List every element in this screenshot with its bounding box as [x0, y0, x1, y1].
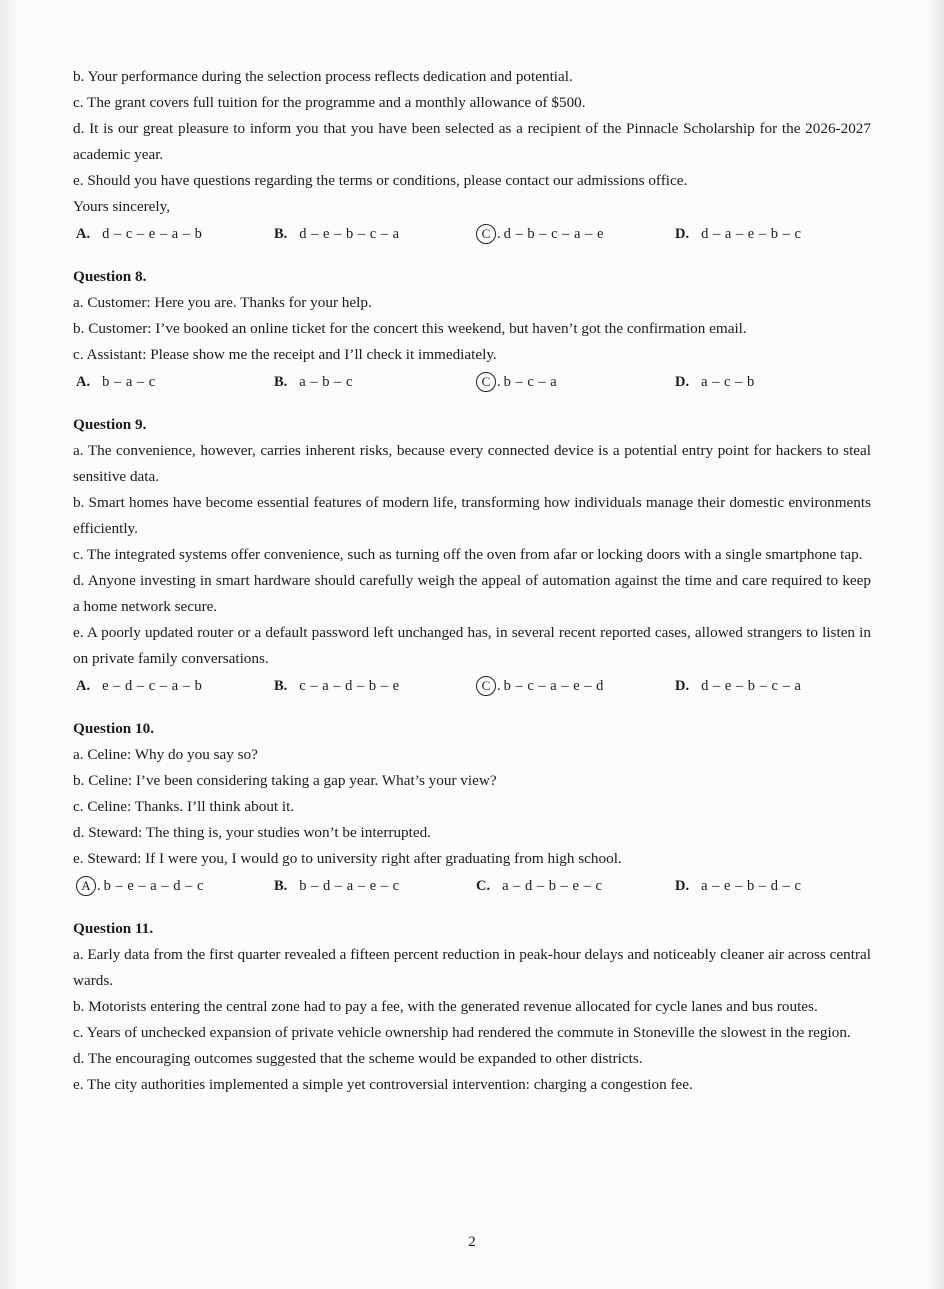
q7-options	[73, 221, 871, 247]
document-content	[73, 64, 871, 1098]
question-line: b. Motorists entering the central zone had to pay a fee, with the generated revenue allocated for cycle lanes and bus routes.	[73, 998, 818, 1015]
question-line: b. Smart homes have become essential features of modern life, transforming how individuals manage their domestic environments efficiently.	[73, 494, 871, 537]
question-line: c. Assistant: Please show me the receipt and I’ll check it immediately.	[73, 346, 497, 363]
q9-option-c-circled[interactable]: C . b – c – a – e – d	[476, 673, 604, 699]
question-title: Question 11.	[73, 920, 154, 937]
q7-option-b[interactable]: B. d – e – b – c – a	[274, 226, 400, 242]
q9-option-b[interactable]: B. c – a – d – b – e	[274, 678, 400, 694]
question-title: Question 9.	[73, 416, 147, 433]
answer-circle-icon: C	[476, 676, 496, 696]
question-line: a. Early data from the first quarter revealed a fifteen percent reduction in peak-hour delays and noticeably cleaner air across central wards.	[73, 946, 871, 989]
q10-option-c[interactable]: C. a – d – b – e – c	[476, 878, 603, 894]
q9-option-a[interactable]: A. e – d – c – a – b	[76, 678, 203, 694]
question-line: c. The integrated systems offer convenience, such as turning off the oven from afar or locking doors with a single smartphone tap.	[73, 546, 863, 563]
question-line: e. The city authorities implemented a simple yet controversial intervention: charging a congestion fee.	[73, 1076, 693, 1093]
q10-option-d[interactable]: D. a – e – b – d – c	[675, 878, 802, 894]
question-9	[73, 412, 871, 699]
question-line: a. The convenience, however, carries inherent risks, because every connected device is a potential entry point for hackers to steal sensitive data.	[73, 442, 871, 485]
answer-circle-icon: C	[476, 224, 496, 244]
question-line: b. Celine: I’ve been considering taking a gap year. What’s your view?	[73, 772, 497, 789]
q8-option-c-circled[interactable]: C . b – c – a	[476, 369, 557, 395]
question-line: e. A poorly updated router or a default password left unchanged has, in several recent reported cases, allowed strangers to listen in on private family conversations.	[73, 624, 871, 667]
q7-option-a[interactable]: A. d – c – e – a – b	[76, 226, 203, 242]
question-line: b. Customer: I’ve booked an online ticket for the concert this weekend, but haven’t got the confirmation email.	[73, 320, 747, 337]
question-11	[73, 916, 871, 1098]
q7-closing: Yours sincerely,	[73, 198, 171, 215]
q9-options	[73, 673, 871, 699]
question-10	[73, 716, 871, 899]
q10-option-b[interactable]: B. b – d – a – e – c	[274, 878, 400, 894]
q10-options	[73, 873, 871, 899]
question-line: a. Customer: Here you are. Thanks for your help.	[73, 294, 372, 311]
q8-option-b[interactable]: B. a – b – c	[274, 374, 353, 390]
q9-option-d[interactable]: D. d – e – b – c – a	[675, 678, 802, 694]
q7-option-c-circled[interactable]: C . d – b – c – a – e	[476, 221, 604, 247]
question-line: e. Steward: If I were you, I would go to university right after graduating from high school.	[73, 850, 622, 867]
answer-circle-icon: C	[476, 372, 496, 392]
question-line: d. Anyone investing in smart hardware should carefully weigh the appeal of automation against the time and care required to keep a home network secure.	[73, 572, 871, 615]
q7-line-b: b. Your performance during the selection process reflects dedication and potential.	[73, 68, 573, 85]
question-line: a. Celine: Why do you say so?	[73, 746, 258, 763]
page-number: 2	[468, 1234, 476, 1250]
q7-line-d: d. It is our great pleasure to inform you that you have been selected as a recipient of the Pinnacle Scholarship for the 2026-2027 academic year.	[73, 120, 871, 163]
question-7-tail	[73, 64, 871, 247]
question-line: d. Steward: The thing is, your studies won’t be interrupted.	[73, 824, 431, 841]
q7-line-c: c. The grant covers full tuition for the programme and a monthly allowance of $500.	[73, 94, 586, 111]
q8-option-d[interactable]: D. a – c – b	[675, 374, 755, 390]
question-line: d. The encouraging outcomes suggested that the scheme would be expanded to other districts.	[73, 1050, 643, 1067]
question-title: Question 10.	[73, 720, 155, 737]
q7-option-d[interactable]: D. d – a – e – b – c	[675, 226, 802, 242]
answer-circle-icon: A	[76, 876, 96, 896]
question-line: c. Years of unchecked expansion of private vehicle ownership had rendered the commute in Stoneville the slowest in the region.	[73, 1024, 851, 1041]
q8-options	[73, 369, 871, 395]
question-line: c. Celine: Thanks. I’ll think about it.	[73, 798, 295, 815]
question-title: Question 8.	[73, 268, 147, 285]
q10-option-a-circled[interactable]: A . b – e – a – d – c	[76, 873, 204, 899]
q8-option-a[interactable]: A. b – a – c	[76, 374, 156, 390]
q7-line-e: e. Should you have questions regarding the terms or conditions, please contact our admissions office.	[73, 172, 688, 189]
question-8	[73, 264, 871, 395]
